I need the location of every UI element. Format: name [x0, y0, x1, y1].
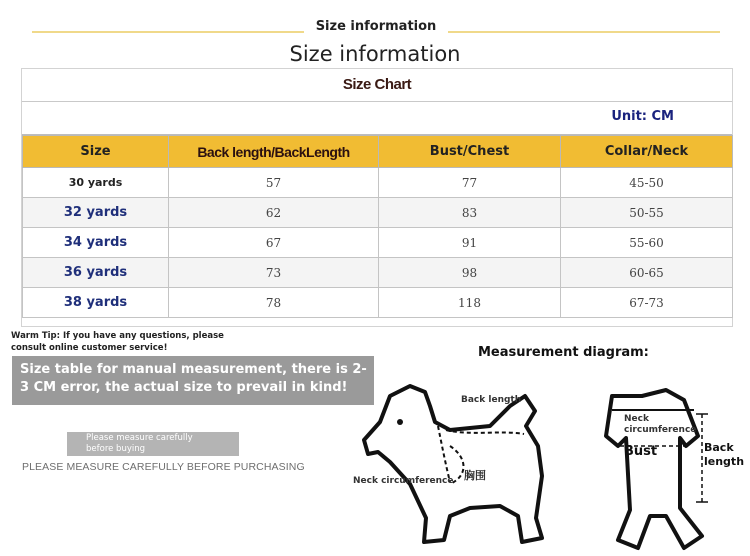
size-cell: 36 yards — [23, 258, 169, 288]
diagram-title: Measurement diagram: — [478, 345, 649, 360]
measurement-diagram — [350, 366, 750, 556]
table-row — [23, 258, 733, 288]
table-row — [23, 288, 733, 318]
back-length-cell: 73 — [169, 258, 379, 288]
unit-row — [22, 102, 732, 135]
page-title: Size information — [289, 42, 461, 66]
dog-eye-icon — [397, 419, 403, 425]
collar-cell: 50-55 — [561, 198, 733, 228]
back-length-cell: 62 — [169, 198, 379, 228]
bust-cell: 91 — [379, 228, 561, 258]
table-row — [23, 228, 733, 258]
back-length-cell: 67 — [169, 228, 379, 258]
size-cell: 34 yards — [23, 228, 169, 258]
collar-cell: 67-73 — [561, 288, 733, 318]
banner-divider-right — [448, 31, 720, 33]
column-header-collar: Collar/Neck — [561, 136, 733, 168]
size-cell: 30 yards — [23, 168, 169, 198]
bust-cell: 118 — [379, 288, 561, 318]
bust-cell: 83 — [379, 198, 561, 228]
please-measure-note: PLEASE MEASURE CAREFULLY BEFORE PURCHASING — [22, 461, 305, 473]
label-back-length: Back length — [461, 395, 522, 405]
collar-cell: 45-50 — [561, 168, 733, 198]
bust-cell: 98 — [379, 258, 561, 288]
size-chart — [21, 68, 733, 327]
label-chest-cn: 胸围 — [464, 469, 486, 482]
table-header-row — [23, 136, 733, 168]
label-neck-circumference: Neck circumference — [353, 476, 454, 486]
column-header-size: Size — [23, 136, 169, 168]
column-header-back-length: Back length/BackLength — [169, 136, 379, 168]
collar-cell: 55-60 — [561, 228, 733, 258]
error-notice — [12, 356, 374, 405]
measure-chip — [67, 432, 239, 456]
back-length-cell: 78 — [169, 288, 379, 318]
back-length-cell: 57 — [169, 168, 379, 198]
dog-outline-icon — [364, 386, 542, 542]
collar-cell: 60-65 — [561, 258, 733, 288]
bust-cell: 77 — [379, 168, 561, 198]
warm-tip: Warm Tip: If you have any questions, please consult online customer service! — [11, 331, 224, 353]
table-row — [23, 168, 733, 198]
label-neck-circumference-2: Neck circumference — [624, 414, 697, 435]
label-back-length-2: Back length — [704, 441, 745, 468]
measure-chip-text: Please measure carefully before buying — [86, 433, 193, 454]
top-banner — [32, 18, 720, 38]
label-bust: Bust — [624, 444, 658, 459]
banner-title: Size information — [315, 19, 437, 34]
size-cell: 38 yards — [23, 288, 169, 318]
size-chart-title: Size Chart — [22, 69, 732, 102]
column-header-bust: Bust/Chest — [379, 136, 561, 168]
size-cell: 32 yards — [23, 198, 169, 228]
table-row — [23, 198, 733, 228]
error-notice-text: Size table for manual measurement, there is 2-3 CM error, the actual size to prevail in kind! — [20, 362, 367, 395]
unit-label: Unit: CM — [611, 109, 674, 124]
size-table — [22, 135, 733, 318]
